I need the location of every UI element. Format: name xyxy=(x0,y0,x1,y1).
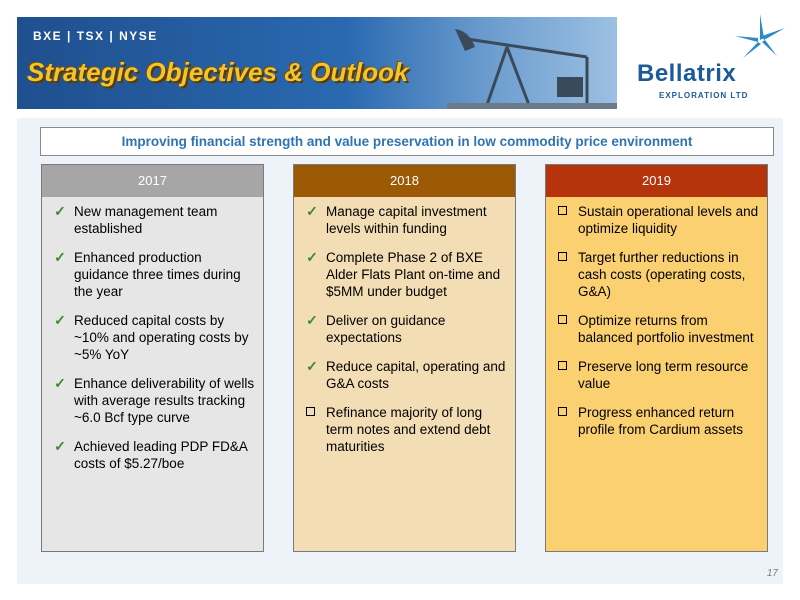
list-item xyxy=(556,249,759,300)
list-item xyxy=(304,312,507,346)
list-item xyxy=(304,358,507,392)
checkbox-icon xyxy=(306,407,315,416)
item-text: Sustain operational levels and optimize liquidity xyxy=(578,204,759,236)
list-item xyxy=(304,203,507,237)
item-text: Reduced capital costs by ~10% and operating costs by ~5% YoY xyxy=(74,313,249,362)
objective-list xyxy=(42,197,263,472)
headline-banner: Improving financial strength and value preservation in low commodity price environment xyxy=(40,127,774,156)
list-item xyxy=(52,375,255,426)
check-icon: ✓ xyxy=(54,312,66,328)
checkbox-icon xyxy=(558,361,567,370)
column-2017 xyxy=(41,164,264,552)
check-icon: ✓ xyxy=(306,203,318,219)
title-header xyxy=(17,17,617,109)
check-icon: ✓ xyxy=(306,249,318,265)
item-text: New management team established xyxy=(74,204,218,236)
checkbox-icon xyxy=(558,252,567,261)
objective-list xyxy=(294,197,515,455)
column-2019 xyxy=(545,164,768,552)
checkbox-icon xyxy=(558,407,567,416)
column-2018 xyxy=(293,164,516,552)
star-logo-icon xyxy=(625,14,795,64)
objective-list xyxy=(546,197,767,438)
check-icon: ✓ xyxy=(54,249,66,265)
list-item xyxy=(304,404,507,455)
pumpjack-icon xyxy=(447,17,617,109)
item-text: Enhance deliverability of wells with average results tracking ~6.0 Bcf type curve xyxy=(74,376,255,425)
logo-name: Bellatrix xyxy=(637,60,737,87)
list-item xyxy=(556,312,759,346)
check-icon: ✓ xyxy=(306,358,318,374)
list-item xyxy=(52,312,255,363)
check-icon: ✓ xyxy=(306,312,318,328)
check-icon: ✓ xyxy=(54,203,66,219)
item-text: Deliver on guidance expectations xyxy=(326,313,446,345)
checkbox-icon xyxy=(558,206,567,215)
check-icon: ✓ xyxy=(54,375,66,391)
item-text: Preserve long term resource value xyxy=(578,359,749,391)
check-icon: ✓ xyxy=(54,438,66,454)
column-header: 2018 xyxy=(294,165,515,197)
item-text: Target further reductions in cash costs (operating costs, G&A) xyxy=(578,250,746,299)
item-text: Reduce capital, operating and G&A costs xyxy=(326,359,506,391)
list-item xyxy=(52,249,255,300)
ticker-symbols: BXE | TSX | NYSE xyxy=(33,29,158,43)
list-item xyxy=(52,438,255,472)
item-text: Progress enhanced return profile from Cardium assets xyxy=(578,405,744,437)
list-item xyxy=(556,203,759,237)
item-text: Refinance majority of long term notes and extend debt maturities xyxy=(326,405,491,454)
checkbox-icon xyxy=(558,315,567,324)
column-header: 2019 xyxy=(546,165,767,197)
item-text: Manage capital investment levels within funding xyxy=(326,204,487,236)
list-item xyxy=(304,249,507,300)
page-number: 17 xyxy=(766,568,778,579)
list-item xyxy=(52,203,255,237)
page-title: Strategic Objectives & Outlook xyxy=(27,57,409,87)
item-text: Optimize returns from balanced portfolio investment xyxy=(578,313,754,345)
list-item xyxy=(556,358,759,392)
column-header: 2017 xyxy=(42,165,263,197)
list-item xyxy=(556,404,759,438)
item-text: Enhanced production guidance three times during the year xyxy=(74,250,241,299)
company-logo xyxy=(625,14,795,110)
item-text: Complete Phase 2 of BXE Alder Flats Plant on-time and $5MM under budget xyxy=(326,250,501,299)
item-text: Achieved leading PDP FD&A costs of $5.27/boe xyxy=(74,439,248,471)
logo-subtitle: EXPLORATION LTD xyxy=(659,91,749,100)
